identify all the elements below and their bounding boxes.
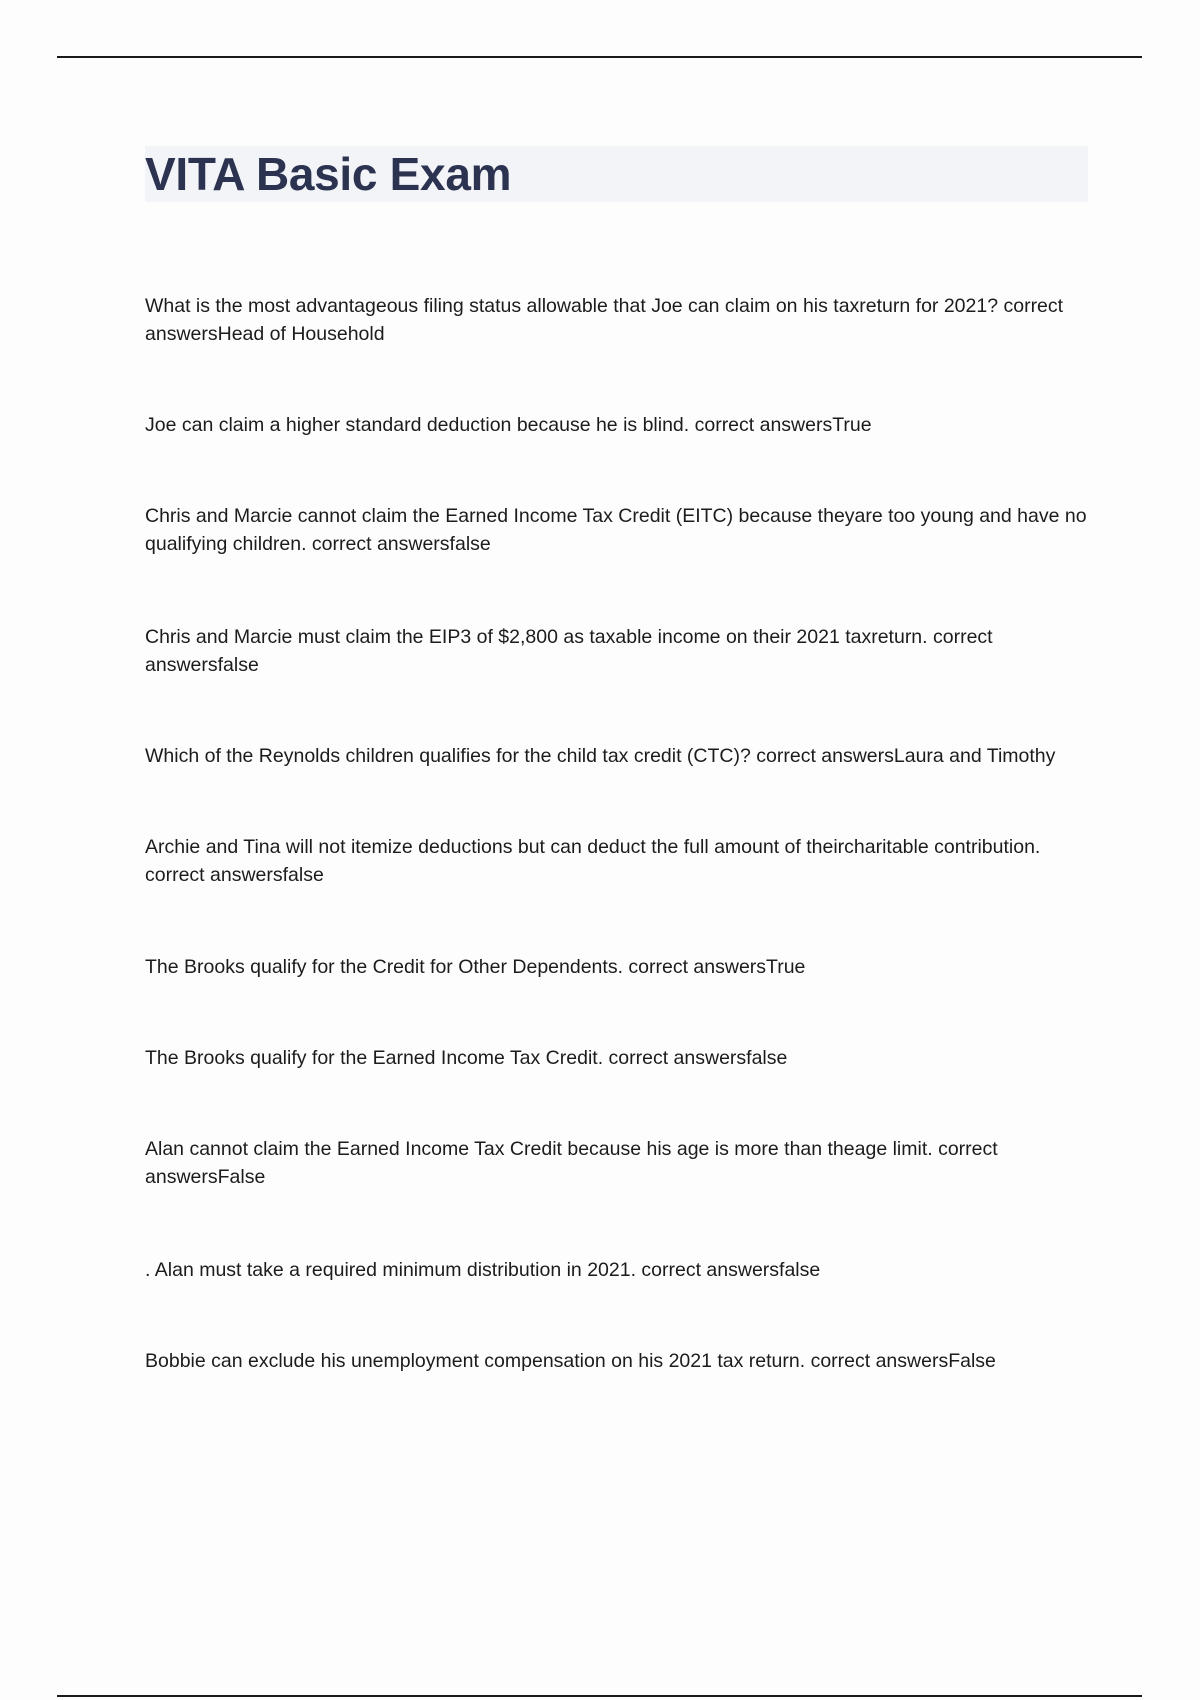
question-answer: Joe can claim a higher standard deduction because he is blind. correct answersTrue xyxy=(145,414,872,436)
question-answer: Which of the Reynolds children qualifies for the child tax credit (CTC)? correct answersLaura and Timothy xyxy=(145,745,1056,767)
question-answer: Chris and Marcie cannot claim the Earned Income Tax Credit (EITC) because theyare too young and have no qualifying children. correct answersfalse xyxy=(145,505,1087,555)
bottom-rule xyxy=(57,1695,1142,1697)
question-answer: The Brooks qualify for the Earned Income Tax Credit. correct answersfalse xyxy=(145,1047,788,1069)
top-rule xyxy=(57,56,1142,58)
question-answer: Alan cannot claim the Earned Income Tax Credit because his age is more than theage limit. correct answersFalse xyxy=(145,1138,998,1188)
question-answer: Bobbie can exclude his unemployment compensation on his 2021 tax return. correct answersFalse xyxy=(145,1350,996,1372)
page-title: VITA Basic Exam xyxy=(145,148,512,200)
question-answer: . Alan must take a required minimum distribution in 2021. correct answersfalse xyxy=(145,1259,821,1281)
question-answer: What is the most advantageous filing status allowable that Joe can claim on his taxreturn for 2021? correct answersHead of Household xyxy=(145,295,1064,345)
question-answer: The Brooks qualify for the Credit for Other Dependents. correct answersTrue xyxy=(145,956,806,978)
question-answer: Archie and Tina will not itemize deductions but can deduct the full amount of theircharitable contribution. correct answersfalse xyxy=(145,836,1041,886)
question-answer: Chris and Marcie must claim the EIP3 of $2,800 as taxable income on their 2021 taxreturn. correct answersfalse xyxy=(145,626,993,676)
